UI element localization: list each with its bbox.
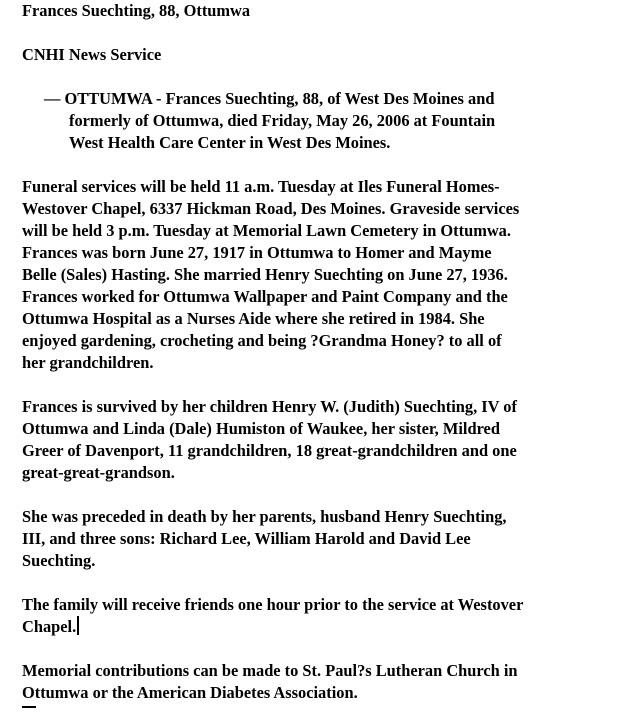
paragraph-line-text: Chapel. <box>22 617 77 636</box>
paragraph-survivors <box>22 396 602 484</box>
spacer <box>22 638 602 660</box>
paragraph-line: will be held 3 p.m. Tuesday at Memorial Lawn Cemetery in Ottumwa. <box>22 221 511 240</box>
paragraph-line: Frances is survived by her children Henry W. (Judith) Suechting, IV of <box>22 397 517 416</box>
paragraph-preceded <box>22 506 602 572</box>
paragraph-line: great-great-grandson. <box>22 463 175 482</box>
paragraph-funeral-details <box>22 176 602 374</box>
spacer <box>22 154 602 176</box>
paragraph-line: Frances was born June 27, 1917 in Ottumwa to Homer and Mayme <box>22 243 492 262</box>
spacer <box>22 66 602 88</box>
paragraph-line: She was preceded in death by her parents, husband Henry Suechting, <box>22 507 507 526</box>
paragraph-visitation <box>22 594 602 638</box>
paragraph-line: Suechting. <box>22 551 96 570</box>
paragraph-line: III, and three sons: Richard Lee, William Harold and David Lee <box>22 529 471 548</box>
paragraph-line: Frances worked for Ottumwa Wallpaper and Paint Company and the <box>22 287 508 306</box>
end-mark-divider <box>22 706 36 708</box>
paragraph-memorials <box>22 660 602 704</box>
paragraph-line: Ottumwa and Linda (Dale) Humiston of Waukee, her sister, Mildred <box>22 419 500 438</box>
spacer <box>22 374 602 396</box>
lead-paragraph <box>22 88 602 154</box>
paragraph-line-with-caret[interactable] <box>22 616 602 638</box>
spacer <box>22 22 602 44</box>
text-cursor <box>77 616 79 635</box>
paragraph-line: Funeral services will be held 11 a.m. Tuesday at Iles Funeral Homes- <box>22 177 500 196</box>
paragraph-line: Belle (Sales) Hasting. She married Henry Suechting on June 27, 1936. <box>22 265 508 284</box>
article-title: Frances Suechting, 88, Ottumwa <box>22 1 251 20</box>
paragraph-line: Westover Chapel, 6337 Hickman Road, Des Moines. Graveside services <box>22 199 520 218</box>
paragraph-line: Memorial contributions can be made to St. Paul?s Lutheran Church in <box>22 661 518 680</box>
document-body <box>22 0 602 704</box>
spacer <box>22 572 602 594</box>
paragraph-line: Greer of Davenport, 11 grandchildren, 18 great-grandchildren and one <box>22 441 517 460</box>
paragraph-line: The family will receive friends one hour prior to the service at Westover <box>22 595 524 614</box>
spacer <box>22 484 602 506</box>
lead-line: — OTTUMWA - Frances Suechting, 88, of West Des Moines and <box>44 89 495 108</box>
lead-line: West Health Care Center in West Des Moines. <box>69 133 391 152</box>
paragraph-line: enjoyed gardening, crocheting and being ?Grandma Honey? to all of <box>22 331 502 350</box>
paragraph-line: Ottumwa Hospital as a Nurses Aide where she retired in 1984. She <box>22 309 485 328</box>
paragraph-line: her grandchildren. <box>22 353 154 372</box>
news-source: CNHI News Service <box>22 45 162 64</box>
lead-line: formerly of Ottumwa, died Friday, May 26, 2006 at Fountain <box>69 111 496 130</box>
paragraph-line: Ottumwa or the American Diabetes Association. <box>22 683 358 702</box>
